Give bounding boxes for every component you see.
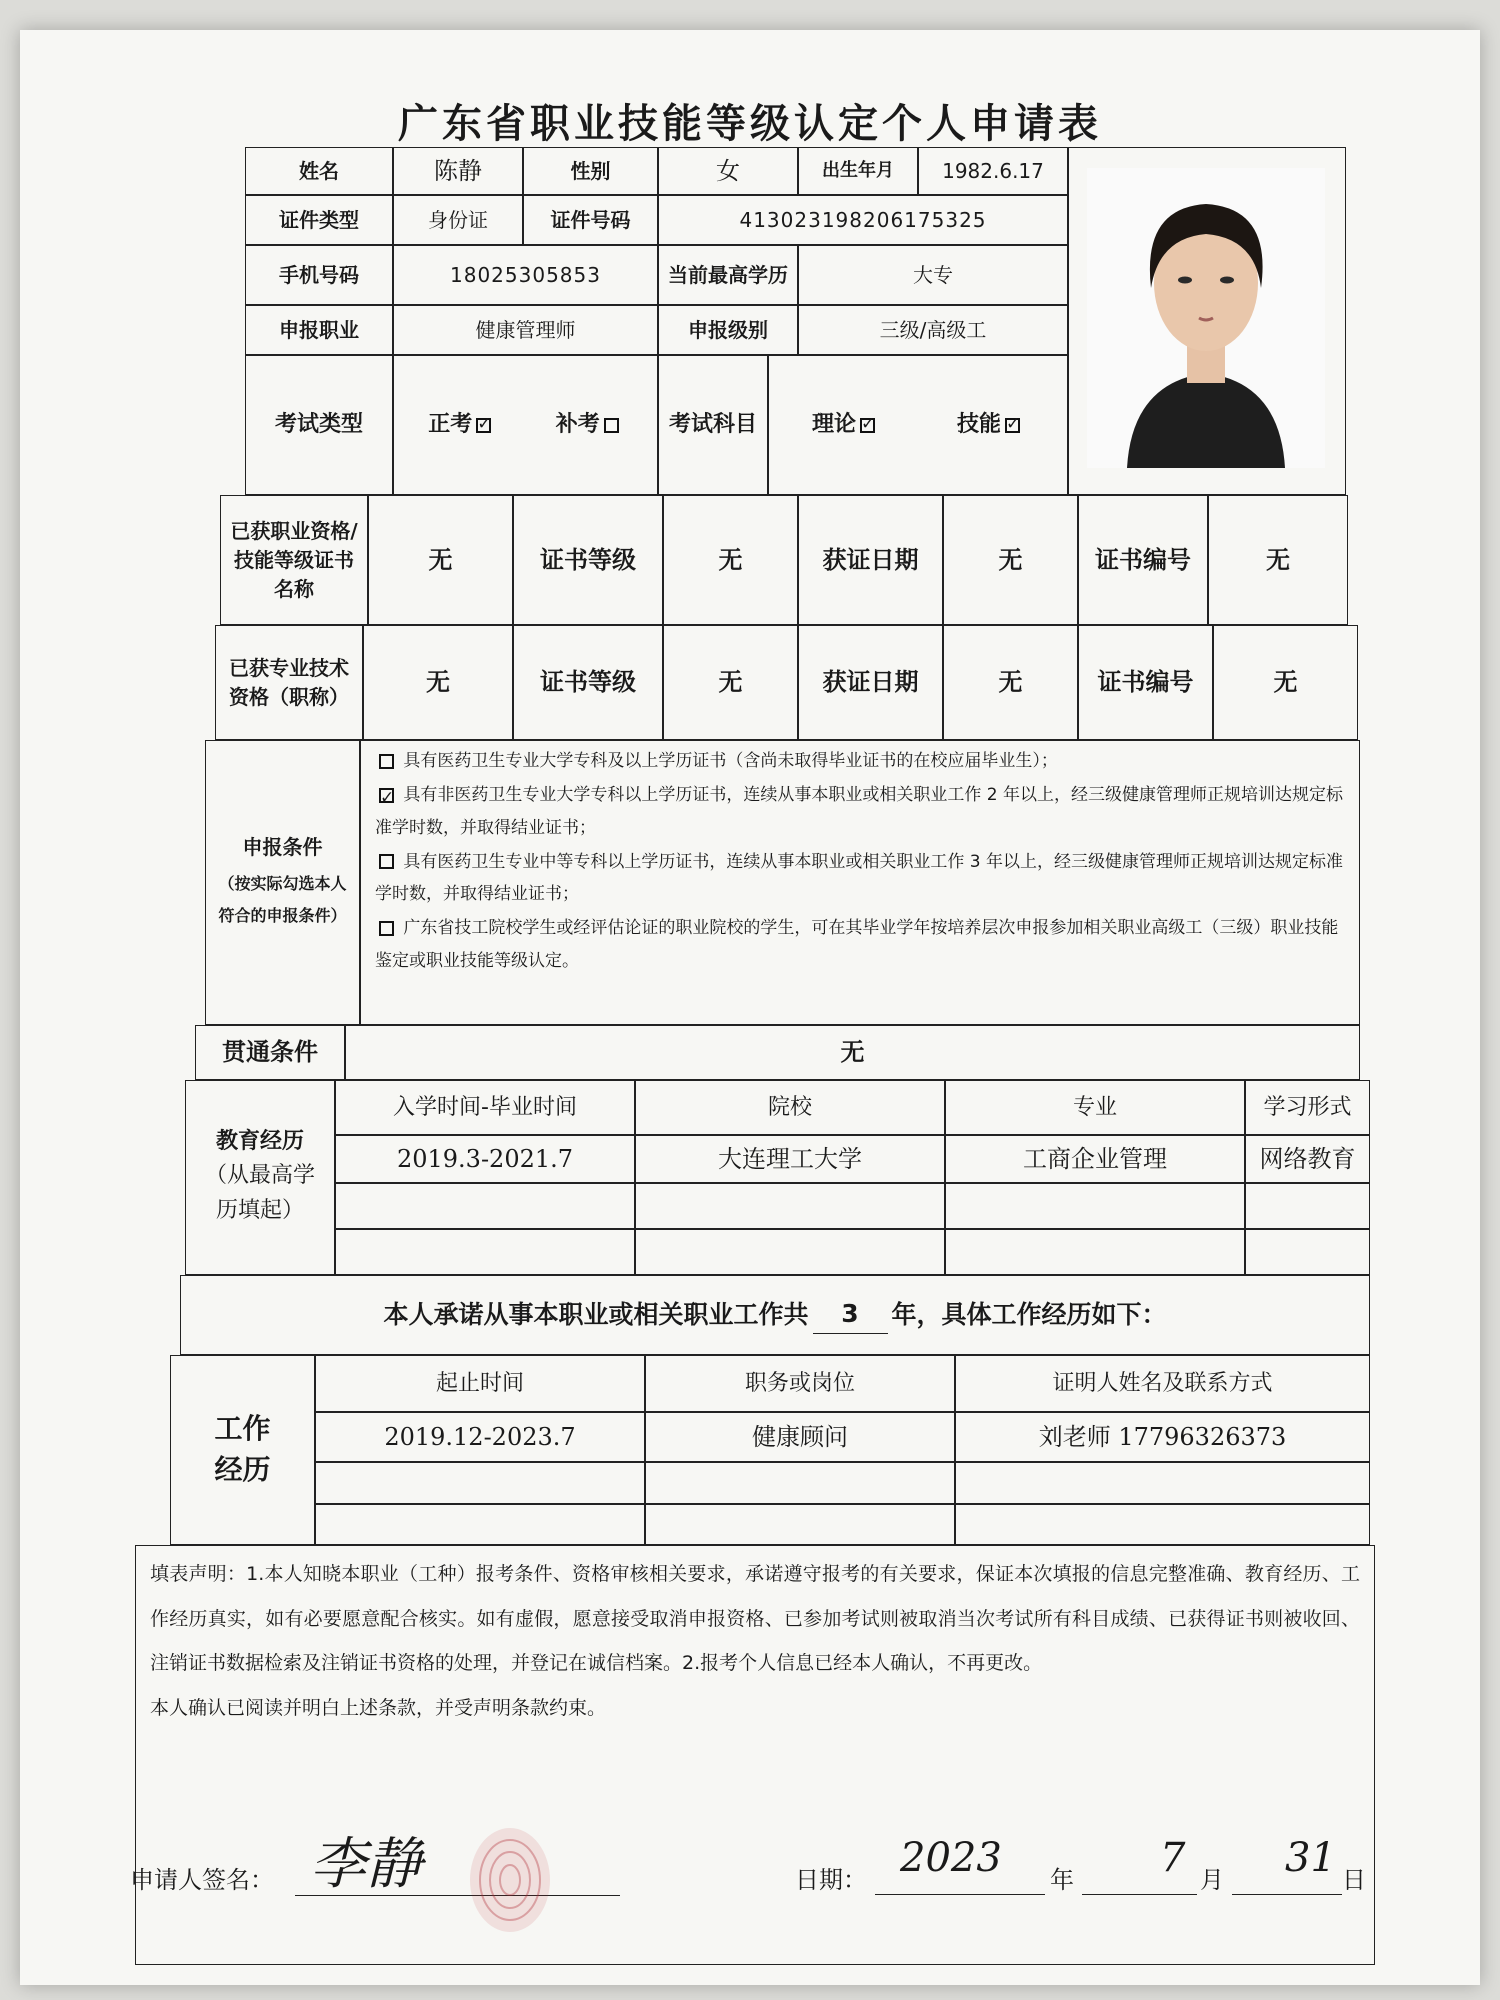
condition-1-checkbox[interactable] bbox=[379, 754, 394, 769]
work-header-reference: 证明人姓名及联系方式 bbox=[955, 1355, 1370, 1412]
edu-row-2-major bbox=[945, 1183, 1245, 1229]
declaration-confirm: 本人确认已阅读并明白上述条款，并受声明条款约束。 bbox=[150, 1696, 607, 1719]
phone-value: 18025305853 bbox=[393, 245, 658, 305]
tech-cert-label: 已获专业技术资格（职称） bbox=[215, 625, 363, 740]
work-row-2-period bbox=[315, 1462, 645, 1504]
apply-level-label: 申报级别 bbox=[658, 305, 798, 355]
conditions-note: （按实际勾选本人符合的申报条件） bbox=[218, 874, 347, 925]
work-row-1-period: 2019.12-2023.7 bbox=[315, 1412, 645, 1462]
work-row-3-position bbox=[645, 1504, 955, 1545]
birth-value: 1982.6.17 bbox=[918, 147, 1068, 195]
qual-cert-no-label: 证书编号 bbox=[1078, 495, 1208, 625]
fingerprint-mark bbox=[460, 1820, 560, 1940]
job-label: 申报职业 bbox=[245, 305, 393, 355]
tech-cert-level: 无 bbox=[663, 625, 798, 740]
exam-type-label: 考试类型 bbox=[245, 355, 393, 495]
conditions-list bbox=[360, 740, 1360, 1025]
applicant-photo bbox=[1068, 147, 1346, 495]
condition-2-checkbox[interactable] bbox=[379, 788, 394, 803]
sign-month: 7 bbox=[1160, 1835, 1186, 1881]
exam-type-options bbox=[393, 355, 658, 495]
id-no-label: 证件号码 bbox=[523, 195, 658, 245]
regular-exam-checkbox[interactable] bbox=[476, 418, 491, 433]
application-form bbox=[20, 30, 1480, 1985]
condition-4-checkbox[interactable] bbox=[379, 921, 394, 936]
work-row-3-period bbox=[315, 1504, 645, 1545]
exam-subject-label: 考试科目 bbox=[658, 355, 768, 495]
education-label: 教育经历 bbox=[215, 1129, 304, 1155]
sign-year: 2023 bbox=[900, 1835, 1002, 1881]
work-row-1-reference: 刘老师 17796326373 bbox=[955, 1412, 1370, 1462]
edu-row-3-major bbox=[945, 1229, 1245, 1275]
condition-item-4: 广东省技工院校学生或经评估论证的职业院校的学生，可在其毕业学年按培养层次申报参加相关职业高级工（三级）职业技能鉴定或职业技能等级认定。 bbox=[375, 918, 1339, 971]
regular-exam-option[interactable]: 正考✓ bbox=[428, 409, 495, 441]
theory-option[interactable]: 理论✓ bbox=[812, 409, 879, 441]
sign-day: 31 bbox=[1285, 1835, 1336, 1881]
tech-cert-no: 无 bbox=[1213, 625, 1358, 740]
edu-row-1-major: 工商企业管理 bbox=[945, 1135, 1245, 1183]
applicant-signature: 李静 bbox=[310, 1832, 422, 1897]
work-header-position: 职务或岗位 bbox=[645, 1355, 955, 1412]
apply-level-value: 三级/高级工 bbox=[798, 305, 1068, 355]
portrait-image bbox=[1087, 168, 1325, 468]
exam-subject-options bbox=[768, 355, 1068, 495]
condition-item-2: ✓ 具有非医药卫生专业大学专科以上学历证书，连续从事本职业或相关职业工作 2 年以上，经三级健康管理师正规培训达规定标准学时数，并取得结业证书； bbox=[375, 779, 1349, 844]
tech-cert-level-label: 证书等级 bbox=[513, 625, 663, 740]
birth-label: 出生年月 bbox=[798, 147, 918, 195]
gender-label: 性别 bbox=[523, 147, 658, 195]
job-value: 健康管理师 bbox=[393, 305, 658, 355]
edu-header-period: 入学时间-毕业时间 bbox=[335, 1080, 635, 1135]
qual-cert-no: 无 bbox=[1208, 495, 1348, 625]
skill-checkbox[interactable] bbox=[1005, 418, 1020, 433]
edu-row-3-school bbox=[635, 1229, 945, 1275]
name-value: 陈静 bbox=[393, 147, 523, 195]
name-label: 姓名 bbox=[245, 147, 393, 195]
edu-row-3-period bbox=[335, 1229, 635, 1275]
work-row-3-reference bbox=[955, 1504, 1370, 1545]
makeup-exam-option[interactable]: 补考 bbox=[556, 409, 623, 441]
qual-cert-label: 已获职业资格/技能等级证书名称 bbox=[220, 495, 368, 625]
qual-cert-date-label: 获证日期 bbox=[798, 495, 943, 625]
condition-item-3: 具有医药卫生专业中等专科以上学历证书，连续从事本职业或相关职业工作 3 年以上，经三级健康管理师正规培训达规定标准学时数，并取得结业证书； bbox=[375, 851, 1344, 905]
edu-row-2-period bbox=[335, 1183, 635, 1229]
skill-option[interactable]: 技能✓ bbox=[957, 409, 1024, 441]
through-value: 无 bbox=[345, 1025, 1360, 1080]
declaration-text: 填表声明：1.本人知晓本职业（工种）报考条件、资格审核相关要求，承诺遵守报考的有关要求，保证本次填报的信息完整准确、教育经历、工作经历真实，如有必要愿意配合核实。如有虚假，愿意接受取消申报资格、已参加考试则被取消当次考试所有科目成绩、已获得证书则被收回、注销证书数据检索及注销证书资格的处理，并登记在诚信档案。2.报考个人信息已经本人确认，不再更改。 bbox=[150, 1563, 1360, 1675]
work-label: 工作经历 bbox=[170, 1355, 315, 1545]
education-level-label: 当前最高学历 bbox=[658, 245, 798, 305]
edu-header-school: 院校 bbox=[635, 1080, 945, 1135]
id-type-label: 证件类型 bbox=[245, 195, 393, 245]
work-row-1-position: 健康顾问 bbox=[645, 1412, 955, 1462]
edu-row-1-school: 大连理工大学 bbox=[635, 1135, 945, 1183]
edu-row-1-period: 2019.3-2021.7 bbox=[335, 1135, 635, 1183]
conditions-label: 申报条件 bbox=[242, 835, 323, 859]
education-note: （从最高学历填起） bbox=[204, 1163, 315, 1224]
education-label-cell bbox=[185, 1080, 335, 1275]
work-header-period: 起止时间 bbox=[315, 1355, 645, 1412]
sign-label: 申请人签名： bbox=[130, 1866, 274, 1894]
qual-cert-level: 无 bbox=[663, 495, 798, 625]
qual-cert-level-label: 证书等级 bbox=[513, 495, 663, 625]
edu-header-mode: 学习形式 bbox=[1245, 1080, 1370, 1135]
edu-row-2-school bbox=[635, 1183, 945, 1229]
edu-row-2-mode bbox=[1245, 1183, 1370, 1229]
work-row-2-reference bbox=[955, 1462, 1370, 1504]
edu-row-1-mode: 网络教育 bbox=[1245, 1135, 1370, 1183]
id-no-value: 413023198206175325 bbox=[658, 195, 1068, 245]
day-unit: 日 bbox=[1342, 1866, 1366, 1894]
through-label: 贯通条件 bbox=[195, 1025, 345, 1080]
month-unit: 月 bbox=[1200, 1866, 1224, 1894]
tech-cert-date-label: 获证日期 bbox=[798, 625, 943, 740]
tech-cert-no-label: 证书编号 bbox=[1078, 625, 1213, 740]
theory-checkbox[interactable] bbox=[860, 418, 875, 433]
makeup-exam-checkbox[interactable] bbox=[604, 418, 619, 433]
qual-cert-name: 无 bbox=[368, 495, 513, 625]
year-unit: 年 bbox=[1050, 1866, 1074, 1894]
date-label: 日期： bbox=[795, 1866, 867, 1894]
condition-item-1: 具有医药卫生专业大学专科及以上学历证书（含尚未取得毕业证书的在校应届毕业生）； bbox=[375, 745, 1349, 777]
qual-cert-date: 无 bbox=[943, 495, 1078, 625]
edu-row-3-mode bbox=[1245, 1229, 1370, 1275]
edu-header-major: 专业 bbox=[945, 1080, 1245, 1135]
conditions-label-cell bbox=[205, 740, 360, 1025]
id-type-value: 身份证 bbox=[393, 195, 523, 245]
phone-label: 手机号码 bbox=[245, 245, 393, 305]
gender-value: 女 bbox=[658, 147, 798, 195]
tech-cert-name: 无 bbox=[363, 625, 513, 740]
form-title: 广东省职业技能等级认定个人申请表 bbox=[398, 100, 1102, 147]
education-level-value: 大专 bbox=[798, 245, 1068, 305]
tech-cert-date: 无 bbox=[943, 625, 1078, 740]
promise-years: 3 bbox=[813, 1296, 888, 1333]
declaration-box bbox=[135, 1545, 1375, 1965]
condition-3-checkbox[interactable] bbox=[379, 854, 394, 869]
work-row-2-position bbox=[645, 1462, 955, 1504]
work-promise: 本人承诺从事本职业或相关职业工作共 3 年，具体工作经历如下： bbox=[180, 1275, 1370, 1355]
